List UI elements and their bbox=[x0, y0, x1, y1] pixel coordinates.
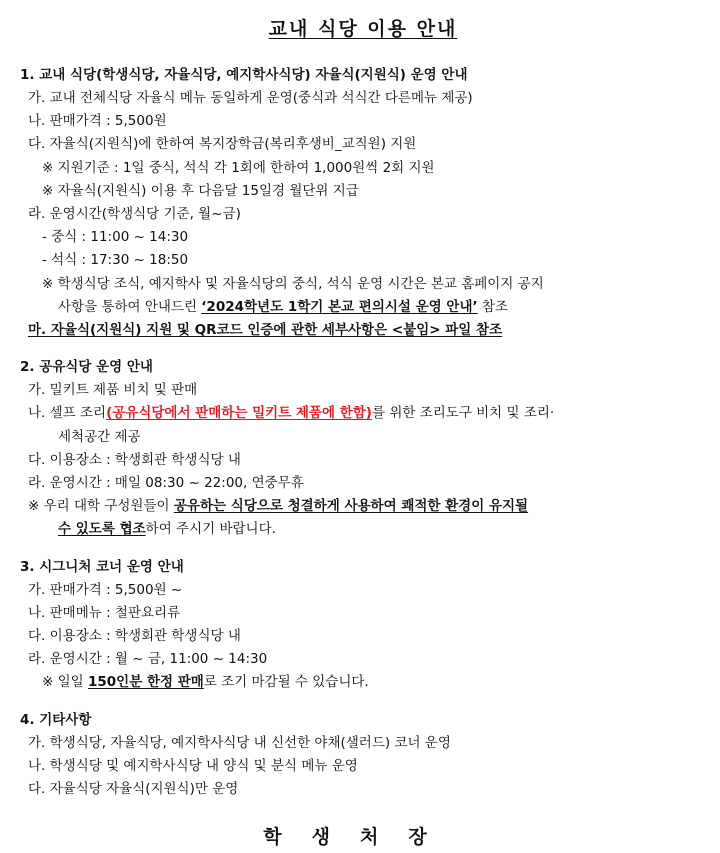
s3-note-b: 로 조기 마감될 수 있습니다. bbox=[203, 674, 369, 691]
s4-item-na: 나. 학생식당 및 예지학사식당 내 양식 및 분식 메뉴 운영 bbox=[28, 757, 358, 774]
s1-dinner-hours: - 석식 : 17:30 ~ 18:50 bbox=[42, 252, 189, 269]
s2-item-na bbox=[20, 402, 706, 425]
s3-note-emphasis: 150인분 한정 판매 bbox=[87, 674, 204, 691]
s1-note-payment: ※ 자율식(지원식) 이용 후 다음달 15일경 월단위 지급 bbox=[42, 182, 359, 199]
s1-item-ra: 라. 운영시간(학생식당 기준, 월~금) bbox=[28, 206, 241, 223]
s3-item-ra: 라. 운영시간 : 월 ~ 금, 11:00 ~ 14:30 bbox=[28, 651, 268, 668]
s1-note-support-criteria: ※ 지원기준 : 1일 중식, 석식 각 1회에 한하여 1,000원씩 2회 지원 bbox=[42, 159, 435, 176]
s2-item-na-b: 를 위한 조리도구 비치 및 조리· bbox=[371, 405, 555, 422]
section-3-heading: 3. 시그니처 코너 운영 안내 bbox=[20, 558, 184, 575]
s2-note-emphasis: 공유하는 식당으로 청결하게 사용하여 쾌적한 환경이 유지될 bbox=[173, 498, 529, 515]
s1-lunch-hours: - 중식 : 11:00 ~ 14:30 bbox=[42, 229, 189, 246]
s3-item-na: 나. 판매메뉴 : 철판요리류 bbox=[28, 604, 181, 621]
s3-note-a: ※ 일일 bbox=[42, 674, 88, 691]
section-2-heading: 2. 공유식당 운영 안내 bbox=[20, 359, 153, 376]
s2-item-ga: 가. 밀키트 제품 비치 및 판매 bbox=[28, 382, 198, 399]
s3-item-da: 다. 이용장소 : 학생회관 학생식당 내 bbox=[28, 628, 241, 645]
s2-item-da: 다. 이용장소 : 학생회관 학생식당 내 bbox=[28, 451, 241, 468]
section-cafeteria-selfservice bbox=[20, 64, 706, 342]
s2-note-cont bbox=[20, 518, 706, 541]
section-signature-corner bbox=[20, 556, 706, 695]
s1-note-hours: ※ 학생식당 조식, 예지학사 및 자율식당의 중식, 석식 운영 시간은 본교 홈페이지 공지 bbox=[42, 275, 544, 292]
s1-item-na: 나. 판매가격 : 5,500원 bbox=[28, 113, 167, 130]
s1-note-hours-reference: ‘2024학년도 1학기 본교 편의시설 운영 안내’ bbox=[201, 298, 478, 315]
s1-item-ma: 마. 자율식(지원식) 지원 및 QR코드 인증에 관한 세부사항은 <붙임> 파일 참조 bbox=[28, 322, 503, 339]
s3-item-ga: 가. 판매가격 : 5,500원 ~ bbox=[28, 581, 183, 598]
s2-item-ra: 라. 운영시간 : 매일 08:30 ~ 22:00, 연중무휴 bbox=[28, 475, 304, 492]
s2-note-cont-b: 하여 주시기 바랍니다. bbox=[145, 521, 276, 538]
page-title bbox=[20, 0, 706, 38]
signature-dean-of-students: 학생처장 bbox=[263, 826, 457, 848]
section-1-heading: 1. 교내 식당(학생식당, 자율식당, 예지학사식당) 자율식(지원식) 운영 안내 bbox=[20, 67, 468, 83]
s4-item-da: 다. 자율식당 자율식(지원식)만 운영 bbox=[28, 781, 239, 798]
section-shared-kitchen bbox=[20, 356, 706, 541]
s1-item-ga: 가. 교내 전체식당 자율식 메뉴 동일하게 운영(중식과 석식간 다른메뉴 제공) bbox=[28, 90, 473, 106]
s2-item-na-a: 나. 셀프 조리 bbox=[28, 405, 107, 422]
s1-note-hours-cont-a: 사항을 통하여 안내드린 bbox=[58, 298, 202, 315]
s1-item-da: 다. 자율식(지원식)에 한하여 복지장학금(복리후생비_교직원) 지원 bbox=[28, 136, 417, 153]
s1-note-hours-cont bbox=[20, 296, 706, 319]
s4-item-ga: 가. 학생식당, 자율식당, 예지학사식당 내 신선한 야채(샐러드) 코너 운영 bbox=[28, 734, 451, 751]
section-misc bbox=[20, 709, 706, 802]
s2-item-na-highlight: (공유식당에서 판매하는 밀키트 제품에 한함) bbox=[106, 405, 372, 422]
s2-note-cont-emphasis: 수 있도록 협조 bbox=[58, 521, 146, 538]
s2-note-a: ※ 우리 대학 구성원들이 bbox=[28, 498, 174, 515]
section-4-heading: 4. 기타사항 bbox=[20, 711, 92, 728]
s1-note-hours-cont-c: 참조 bbox=[477, 298, 509, 315]
s3-note bbox=[20, 671, 706, 694]
page-title-text: 교내 식당 이용 안내 bbox=[268, 18, 458, 40]
s2-item-na-cont: 세척공간 제공 bbox=[58, 428, 141, 445]
s2-note bbox=[20, 495, 706, 518]
